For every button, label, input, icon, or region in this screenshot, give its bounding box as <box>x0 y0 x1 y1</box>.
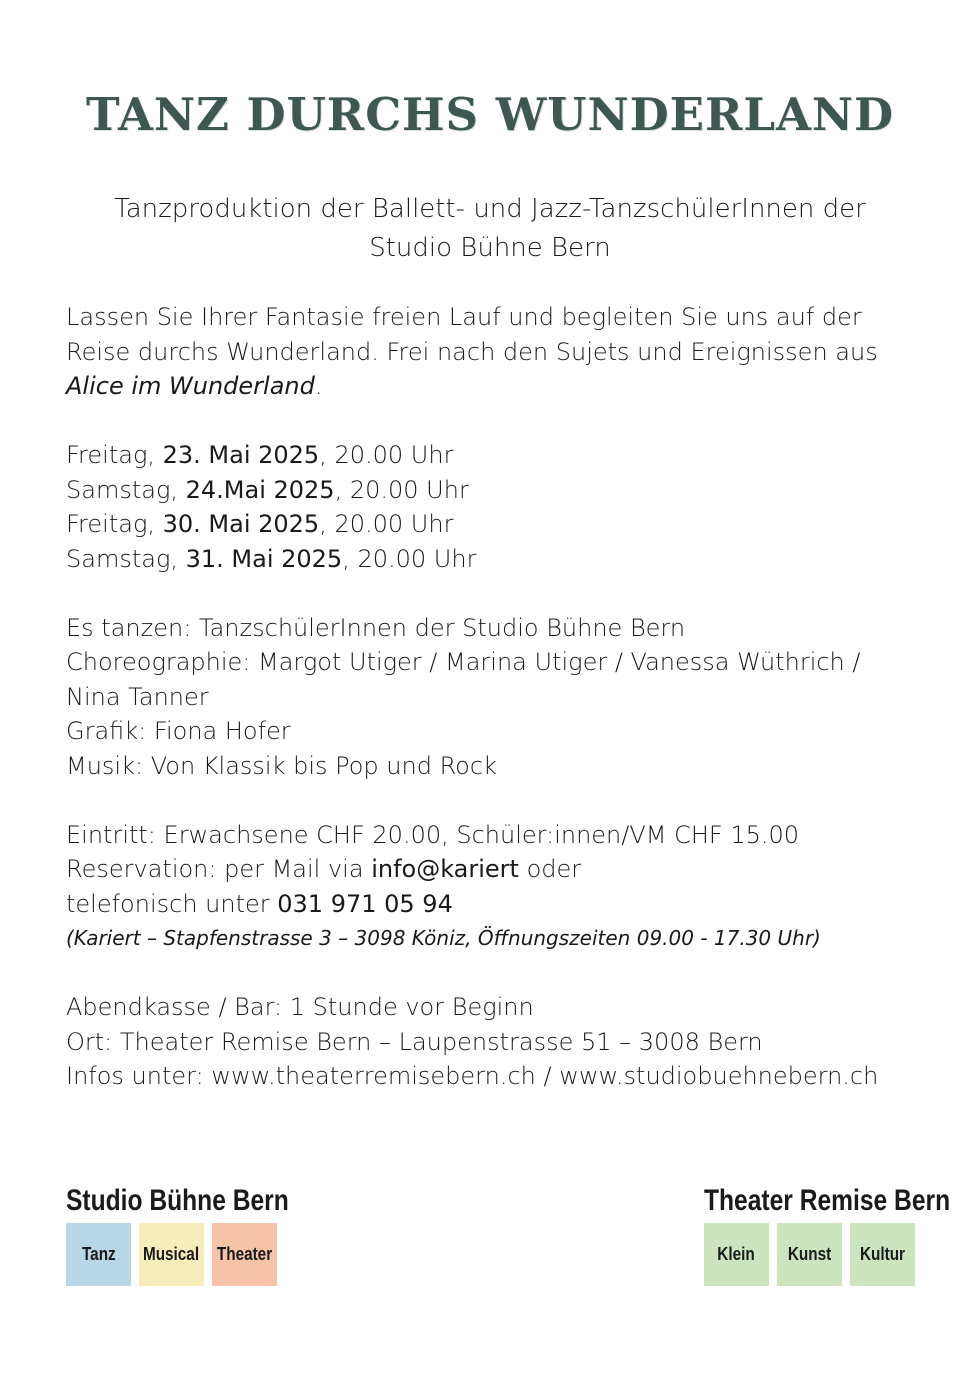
venue-info: Ort: Theater Remise Bern – Laupenstrasse 51 – 3008 Bern <box>66 1027 763 1056</box>
credits-choreo: Choreographie: Margot Utiger / Marina Utiger / Vanessa Wüthrich / <box>66 648 861 676</box>
subtitle <box>40 190 940 268</box>
intro-line <box>66 369 946 404</box>
ticket-price: Eintritt: Erwachsene CHF 20.00, Schüler:innen/VM CHF 15.00 <box>66 820 800 849</box>
period: . <box>314 372 323 400</box>
date-line: Freitag, 23. Mai 2025, 20.00 Uhr <box>66 441 454 469</box>
subtitle-line: Tanzproduktion der Ballett- und Jazz-TanzschülerInnen der <box>114 194 866 224</box>
logo-box-kunst: Kunst <box>777 1223 842 1286</box>
reservation-line: Reservation: per Mail via info@kariert oder <box>66 855 582 883</box>
logo-box-kultur: Kultur <box>850 1223 915 1286</box>
theater-remise-logo <box>704 1183 980 1286</box>
date-line: Samstag, 24.Mai 2025, 20.00 Uhr <box>66 475 469 504</box>
studio-buehne-logo <box>66 1183 338 1286</box>
email-link[interactable]: info@kariert <box>371 855 519 883</box>
credits-dancers: Es tanzen: TanzschülerInnen der Studio Bühne Bern <box>66 613 686 642</box>
website-info: Infos unter: www.theaterremisebern.ch / www.studiobuehnebern.ch <box>66 1062 879 1090</box>
address-note: (Kariert – Stapfenstrasse 3 – 3098 Köniz, Öffnungszeiten 09.00 - 17.30 Uhr) <box>66 926 821 950</box>
date: 24.Mai 2025 <box>185 475 335 504</box>
logo-box-musical: Musical <box>139 1223 204 1286</box>
page-title: TANZ DURCHS WUNDERLAND <box>85 88 895 141</box>
logo-name: Studio Bühne Bern <box>66 1184 289 1217</box>
date: 30. Mai 2025 <box>162 510 320 538</box>
body-text <box>66 300 946 1094</box>
phone-number[interactable]: 031 971 05 94 <box>277 889 453 918</box>
date: 23. Mai 2025 <box>162 441 320 469</box>
logo-name: Theater Remise Bern <box>704 1184 951 1217</box>
logo-box-theater: Theater <box>212 1223 277 1286</box>
date-line: Samstag, 31. Mai 2025, 20.00 Uhr <box>66 544 477 573</box>
book-title: Alice im Wunderland <box>66 372 315 400</box>
bar-info: Abendkasse / Bar: 1 Stunde vor Beginn <box>66 993 534 1021</box>
intro-line: Reise durchs Wunderland. Frei nach den Sujets und Ereignissen aus <box>66 337 878 366</box>
phone-line: telefonisch unter 031 971 05 94 <box>66 889 453 918</box>
date: 31. Mai 2025 <box>185 544 343 573</box>
logo-box-klein: Klein <box>704 1223 769 1286</box>
logo-box-tanz: Tanz <box>66 1223 131 1286</box>
credits-choreo: Nina Tanner <box>66 682 209 711</box>
credits-grafik: Grafik: Fiona Hofer <box>66 717 291 745</box>
subtitle-line: Studio Bühne Bern <box>369 233 611 263</box>
intro-line: Lassen Sie Ihrer Fantasie freien Lauf und begleiten Sie uns auf der <box>66 303 862 331</box>
date-line: Freitag, 30. Mai 2025, 20.00 Uhr <box>66 510 454 538</box>
credits-musik: Musik: Von Klassik bis Pop und Rock <box>66 751 497 780</box>
